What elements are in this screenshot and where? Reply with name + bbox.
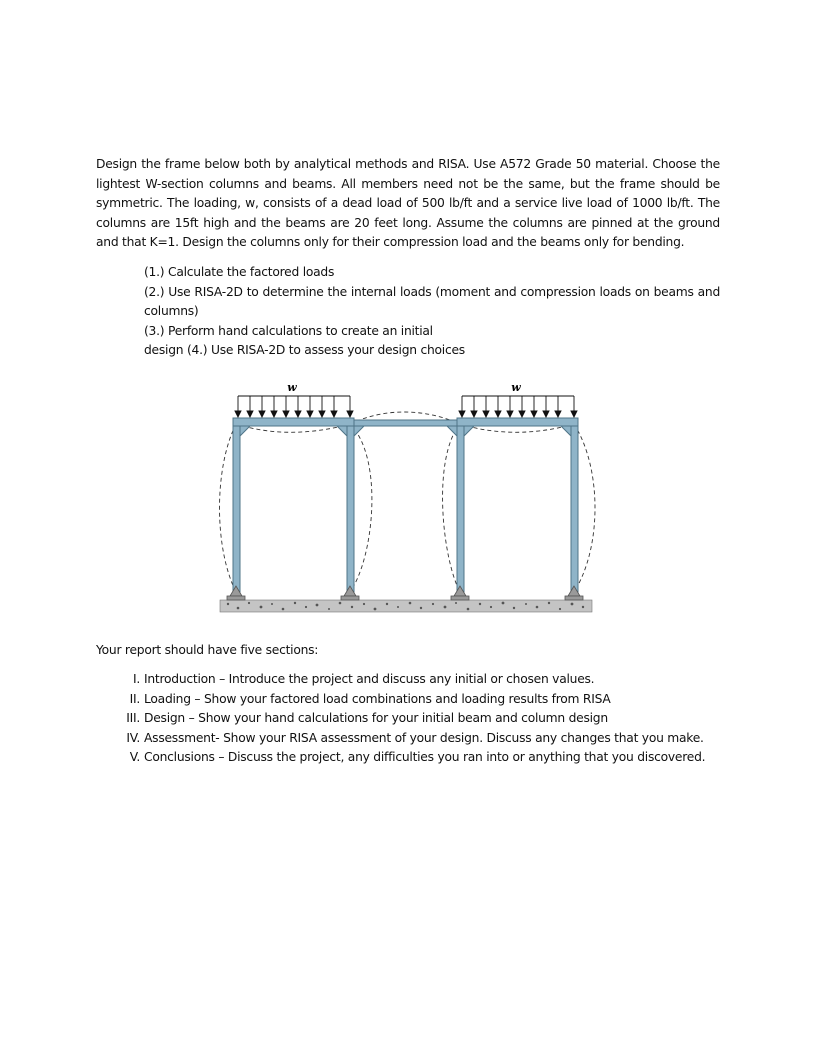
beam-right [457, 418, 578, 426]
section-number: V. [129, 750, 140, 764]
list-item [96, 709, 736, 729]
section-text: Loading – Show your factored load combinations and loading results from RISA [144, 691, 611, 706]
beam-left [233, 418, 354, 426]
task-item: design (4.) Use RISA-2D to assess your design choices [144, 343, 465, 357]
column-3 [457, 422, 464, 592]
list-item [96, 748, 736, 768]
distributed-load-right [459, 396, 577, 417]
column-2 [347, 422, 354, 592]
section-text: Introduction – Introduce the project and discuss any initial or chosen values. [144, 672, 595, 686]
distributed-load-left [235, 396, 353, 417]
section-text: Conclusions – Discuss the project, any difficulties you ran into or anything that you discovered. [144, 750, 706, 764]
section-number: II. [129, 691, 140, 706]
load-label-right: w [511, 381, 521, 394]
pin-supports [227, 586, 583, 600]
report-sections-list [96, 670, 736, 768]
deflected-shape [220, 412, 596, 592]
columns [233, 422, 578, 592]
list-item [96, 690, 736, 710]
beam-middle [354, 420, 457, 426]
task-item: (1.) Calculate the factored loads [144, 265, 335, 279]
section-text: Design – Show your hand calculations for your initial beam and column design [144, 711, 608, 725]
task-list [144, 263, 720, 361]
load-label-left: w [287, 381, 297, 394]
intro-paragraph: Design the frame below both by analytical methods and RISA. Use A572 Grade 50 material. Choose the lightest W-section columns and beams. All members need not be the same, but the frame should be symmetric. The loading, w, consists of a dead load of 500 lb/ft and a service live load of 1000 lb/ft. The columns are 15ft high and the beams are 20 feet long. Assume the columns are pinned at the ground and that K=1. Design the columns only for their compression load and the beams only for bending. [96, 157, 720, 249]
section-number: IV. [126, 730, 140, 745]
report-title: Your report should have five sections: [96, 643, 319, 657]
frame-diagram [214, 378, 598, 618]
list-item [96, 729, 736, 749]
section-text: Assessment- Show your RISA assessment of your design. Discuss any changes that you make. [144, 730, 704, 745]
section-number: I. [132, 672, 140, 686]
beams [233, 418, 578, 436]
column-1 [233, 422, 240, 592]
section-number: III. [126, 711, 140, 725]
ground-hatch [220, 600, 592, 612]
task-item: (2.) Use RISA-2D to determine the internal loads (moment and compression loads on beams and columns) [144, 284, 720, 318]
column-4 [571, 422, 578, 592]
task-item: (3.) Perform hand calculations to create an initial [144, 323, 433, 338]
list-item [96, 670, 736, 690]
